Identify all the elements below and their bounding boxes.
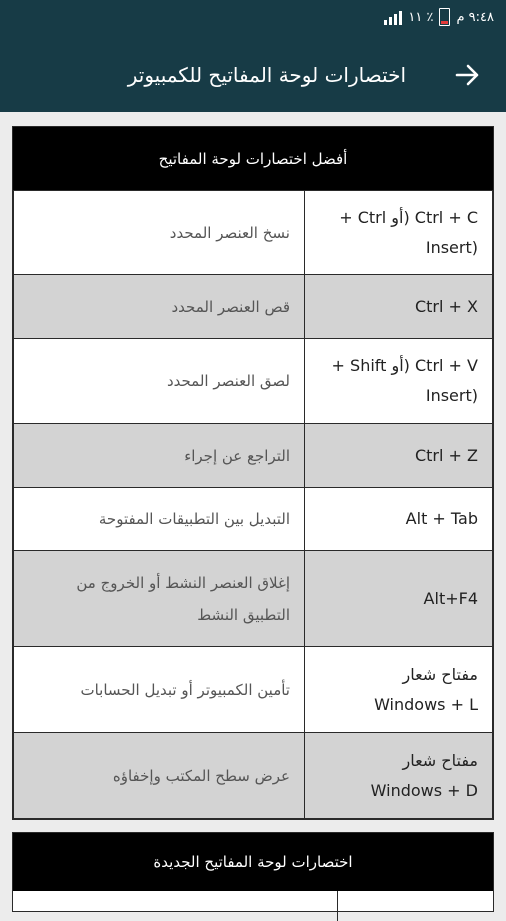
new-shortcuts-card xyxy=(12,832,494,912)
shortcut-key: Ctrl + Z xyxy=(305,424,493,488)
shortcut-key: Alt+F4 xyxy=(305,551,493,647)
shortcut-key: مفتاح شعار Windows + L xyxy=(305,647,493,733)
table-row xyxy=(14,647,493,733)
table-title: اختصارات لوحة المفاتيح الجديدة xyxy=(13,833,493,891)
signal-icon xyxy=(384,9,402,25)
table-row xyxy=(14,275,493,339)
shortcut-key: مفتاح شعار Windows + D xyxy=(305,733,493,819)
shortcuts-table xyxy=(13,190,493,819)
app-title: اختصارات لوحة المفاتيح للكمبيوتر xyxy=(127,63,406,87)
shortcut-description: لصق العنصر المحدد xyxy=(14,339,305,424)
shortcut-key: Alt + Tab xyxy=(305,488,493,551)
shortcut-description: التبديل بين التطبيقات المفتوحة xyxy=(14,488,305,551)
app-bar xyxy=(0,38,506,112)
table-row xyxy=(14,339,493,424)
shortcut-description: قص العنصر المحدد xyxy=(14,275,305,339)
table-row xyxy=(14,551,493,647)
shortcut-key: Ctrl + V (أو Shift + Insert) xyxy=(305,339,493,424)
shortcut-description: نسخ العنصر المحدد xyxy=(14,191,305,275)
table-row xyxy=(14,488,493,551)
table-row xyxy=(14,424,493,488)
status-indicators xyxy=(384,8,494,26)
column-divider xyxy=(337,891,338,921)
table-row xyxy=(14,733,493,819)
back-arrow-icon[interactable] xyxy=(454,58,480,92)
status-time: ٩:٤٨ م xyxy=(456,9,494,25)
status-bar xyxy=(0,0,506,38)
shortcut-key: Ctrl + X xyxy=(305,275,493,339)
table-title: أفضل اختصارات لوحة المفاتيح xyxy=(13,127,493,190)
shortcuts-table-card xyxy=(12,126,494,820)
shortcut-description: إغلاق العنصر النشط أو الخروج من التطبيق النشط xyxy=(14,551,305,647)
shortcut-description: التراجع عن إجراء xyxy=(14,424,305,488)
battery-icon xyxy=(439,8,450,26)
shortcut-description: عرض سطح المكتب وإخفاؤه xyxy=(14,733,305,819)
battery-percent: ١١ ٪ xyxy=(408,9,434,25)
table-row xyxy=(14,191,493,275)
shortcut-description: تأمين الكمبيوتر أو تبديل الحسابات xyxy=(14,647,305,733)
shortcut-key: Ctrl + C (أو Ctrl + Insert) xyxy=(305,191,493,275)
